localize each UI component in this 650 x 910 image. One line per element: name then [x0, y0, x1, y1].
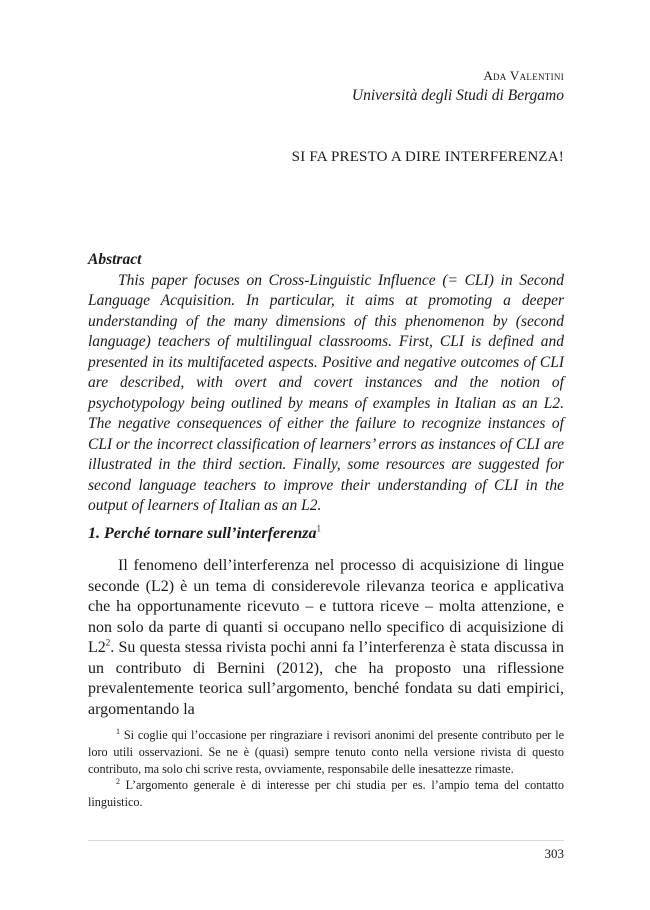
abstract-heading: Abstract	[88, 251, 142, 268]
section-heading	[88, 524, 321, 544]
footer-divider	[88, 840, 564, 841]
footnote-marker-2: 2	[116, 777, 120, 787]
author-name: Ada Valentini	[483, 68, 564, 83]
page-number: 303	[544, 846, 564, 861]
section-heading-text: 1. Perché tornare sull’interferenza	[88, 525, 317, 542]
footnote-ref-2: 2	[105, 637, 111, 648]
body-paragraph	[88, 556, 564, 720]
footnote-text-1: Si coglie qui l’occasione per ringraziare i revisori anonimi del presente contributo per le loro utili osservazioni. Se ne è (quasi) sempre tenuto conto nella versione rivista di questo contributo, ma solo chi scrive resta, ovviamente, responsabile delle inesattezze rimaste.	[88, 728, 564, 776]
abstract	[88, 250, 564, 517]
footnote-1	[88, 727, 564, 777]
body-text-part-2: . Su questa stessa rivista pochi anni fa l’interferenza è stata discussa in un contributo di Bernini (2012), che ha proposto una riflessione prevalentemente teorica sull’argomento, benché fondata su dati empirici, argomentando la	[88, 639, 564, 718]
author-block	[352, 66, 564, 106]
body-text-part-1: Il fenomeno dell’interferenza nel processo di acquisizione di lingue seconde (L2) è un tema di considerevole rilevanza teorica e applicativa che ha opportunamente ricevuto – e tuttora riceve – molta attenzione, e non solo da parte di quanti si occupano nello specifico di acquisizione di L2	[88, 557, 564, 656]
footnote-marker-1: 1	[116, 726, 120, 736]
footnote-ref-1: 1	[316, 523, 321, 534]
footnote-2	[88, 777, 564, 811]
footnote-text-2: L’argomento generale è di interesse per chi studia per es. l’ampio tema del contatto linguistico.	[88, 778, 564, 810]
article-title: SI FA PRESTO A DIRE INTERFERENZA!	[291, 149, 564, 165]
author-affiliation: Università degli Studi di Bergamo	[351, 87, 564, 104]
abstract-body: This paper focuses on Cross-Linguistic Influence (= CLI) in Second Language Acquisition. In particular, it aims at promoting a deeper understanding of the many dimensions of this phenomenon by (second language) teachers of multilingual classrooms. First, CLI is defined and presented in its multifaceted aspects. Positive and negative outcomes of CLI are described, with overt and covert instances and the notion of psychotypology being outlined by means of examples in Italian as an L2. The negative consequences of either the failure to recognize instances of CLI or the incorrect classification of learners’ errors as instances of CLI are illustrated in the third section. Finally, some resources are suggested for second language teachers to improve their understanding of CLI in the output of learners of Italian as an L2.	[88, 271, 564, 514]
footnotes	[88, 727, 564, 811]
